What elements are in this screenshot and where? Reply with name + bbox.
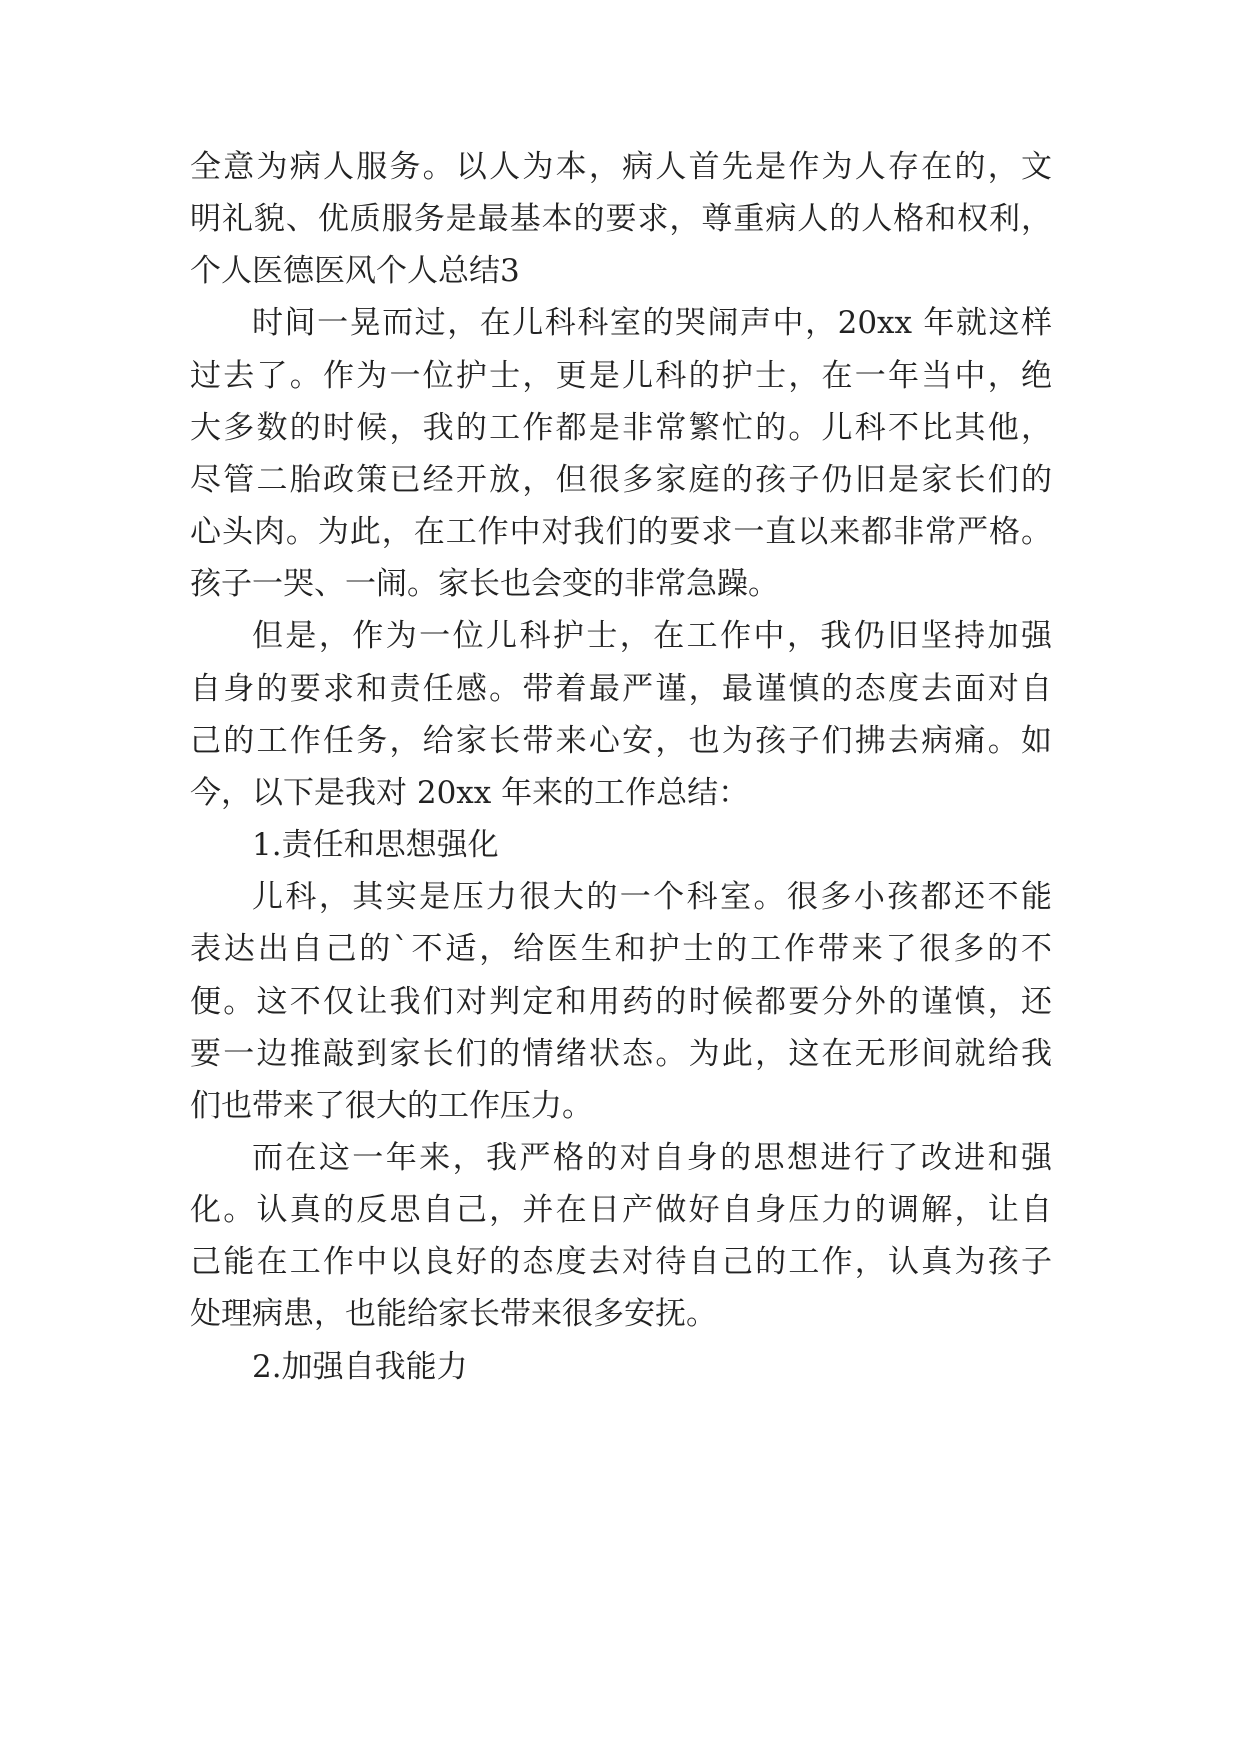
paragraph	[190, 1132, 1052, 1341]
paragraph-line: 明礼貌、优质服务是最基本的要求，尊重病人的人格和权利，	[190, 201, 1052, 238]
paragraph-line: 们也带来了很大的工作压力。	[190, 1087, 593, 1124]
paragraph-line: 尽管二胎政策已经开放，但很多家庭的孩子仍旧是家长们的	[190, 461, 1052, 498]
paragraph-line: 而在这一年来，我严格的对自身的思想进行了改进和强	[252, 1139, 1052, 1176]
subheading	[190, 1341, 1052, 1393]
paragraph	[190, 141, 1052, 245]
paragraph	[190, 871, 1052, 1132]
paragraph-line: 时间一晃而过，在儿科科室的哭闹声中，20xx 年就这样	[252, 305, 1052, 342]
paragraph-line: 心头肉。为此，在工作中对我们的要求一直以来都非常严格。	[190, 514, 1052, 551]
paragraph	[190, 297, 1052, 610]
paragraph-line: 己的工作任务，给家长带来心安，也为孩子们拂去病痛。如	[190, 722, 1052, 759]
paragraph-line: 自身的要求和责任感。带着最严谨，最谨慎的态度去面对自	[190, 670, 1052, 707]
paragraph-line: 处理病患，也能给家长带来很多安抚。	[190, 1296, 717, 1333]
paragraph-line: 大多数的时候，我的工作都是非常繁忙的。儿科不比其他，	[190, 409, 1052, 446]
subheading-line: 2.加强自我能力	[252, 1348, 468, 1385]
document-body	[190, 141, 1052, 1393]
paragraph-line: 今，以下是我对 20xx 年来的工作总结：	[190, 774, 750, 811]
subheading	[190, 819, 1052, 871]
subheading-line: 1.责任和思想强化	[252, 827, 499, 864]
paragraph-line: 儿科，其实是压力很大的一个科室。很多小孩都还不能	[252, 879, 1052, 916]
paragraph-line: 全意为病人服务。以人为本，病人首先是作为人存在的，文	[190, 149, 1052, 185]
paragraph-line: 表达出自己的`不适，给医生和护士的工作带来了很多的不	[190, 931, 1052, 968]
paragraph-line: 化。认真的反思自己，并在日产做好自身压力的调解，让自	[190, 1192, 1052, 1229]
paragraph	[190, 610, 1052, 819]
paragraph-line: 便。这不仅让我们对判定和用药的时候都要分外的谨慎，还	[190, 983, 1052, 1020]
paragraph-line: 孩子一哭、一闹。家长也会变的非常急躁。	[190, 566, 779, 603]
paragraph-line: 己能在工作中以良好的态度去对待自己的工作，认真为孩子	[190, 1244, 1052, 1281]
paragraph-line: 过去了。作为一位护士，更是儿科的护士，在一年当中，绝	[190, 357, 1052, 394]
paragraph-line: 但是，作为一位儿科护士，在工作中，我仍旧坚持加强	[252, 618, 1052, 655]
section-title	[190, 245, 1052, 297]
section-title-line: 个人医德医风个人总结3	[190, 253, 520, 290]
paragraph-line: 要一边推敲到家长们的情绪状态。为此，这在无形间就给我	[190, 1035, 1052, 1072]
